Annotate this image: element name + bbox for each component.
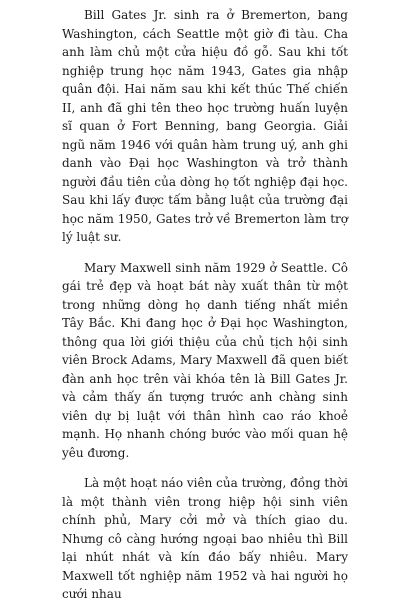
body-text xyxy=(62,6,348,604)
paragraph-mary-maxwell: Mary Maxwell sinh năm 1929 ở Seattle. Cô gái trẻ đẹp và hoạt bát này xuất thân từ một trong những dòng họ danh tiếng nhất miền Tây Bắc. Khi đang học ở Đại học Washington, thông qua lời giới thiệu của chủ tịch hội sinh viên Brock Adams, Mary Maxwell đã quen biết đàn anh học trên vài khóa tên là Bill Gates Jr. và cảm thấy ấn tượng trước anh chàng sinh viên dự bị luật với thân hình cao ráo khoẻ mạnh. Họ nhanh chóng bước vào mối quan hệ yêu đương. xyxy=(62,260,348,460)
paragraph-cheerleader: Là một hoạt náo viên của trường, đồng thời là một thành viên trong hiệp hội sinh viên chính phủ, Mary cởi mở và thích giao du. Nhưng cô càng hướng ngoại bao nhiêu thì Bill lại nhút nhát và kín đáo bấy nhiêu. Mary Maxwell tốt nghiệp năm 1952 và hai người họ cưới nhau xyxy=(62,476,348,601)
paragraph-bill-gates-jr: Bill Gates Jr. sinh ra ở Bremerton, bang Washington, cách Seattle một giờ đi tàu. Cha anh làm chủ một cửa hiệu đồ gỗ. Sau khi tốt nghiệp trung học năm 1943, Gates gia nhập quân đội. Hai năm sau khi kết thúc Thế chiến II, anh đã ghi tên theo học trường huấn luyện sĩ quan ở Fort Benning, bang Georgia. Giải ngũ năm 1946 với quân hàm trung uý, anh ghi danh vào Đại học Washington và trở thành người đầu tiên của dòng họ tốt nghiệp đại học. Sau khi lấy được tấm bằng luật của trường đại học năm 1950, Gates trở về Bremerton làm trợ lý luật sư. xyxy=(62,8,348,244)
